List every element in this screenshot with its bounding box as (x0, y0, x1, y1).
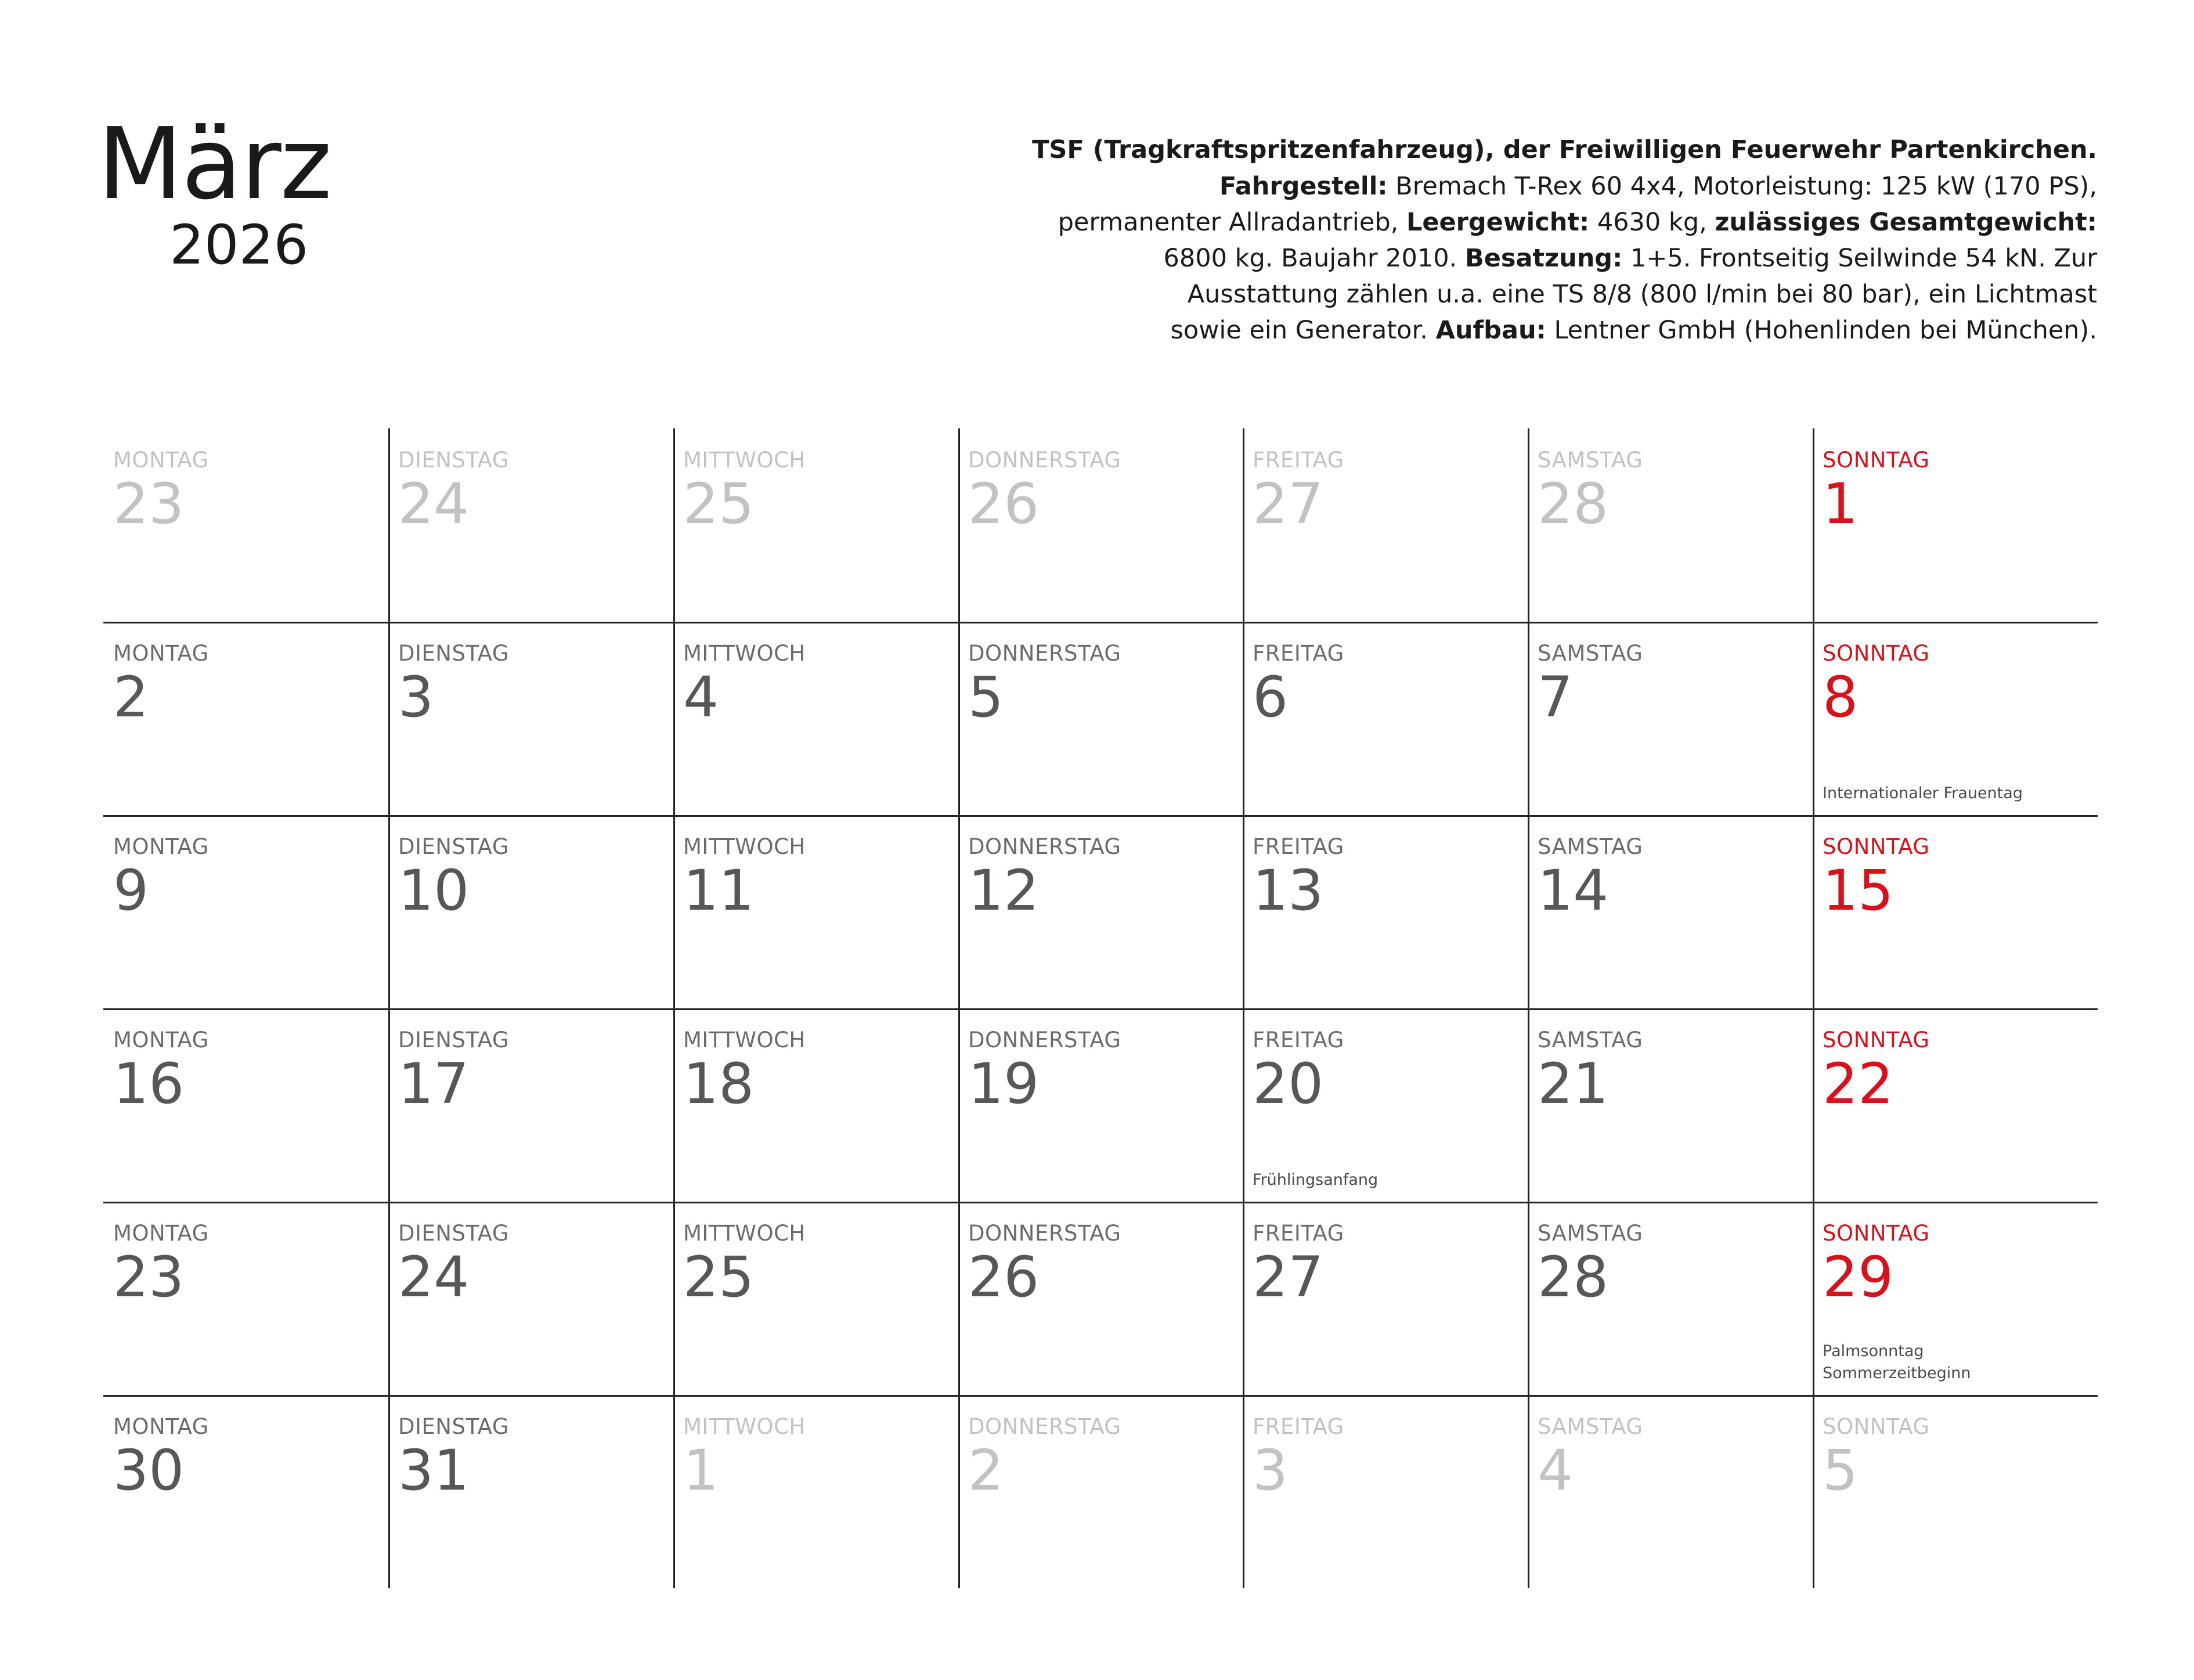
weekday-label: MITTWOCH (683, 1414, 806, 1439)
weekday-label: MONTAG (113, 448, 209, 473)
weekday-label: SAMSTAG (1538, 1414, 1643, 1439)
day-cell[interactable] (958, 1008, 1243, 1202)
day-cell[interactable] (1813, 1202, 2097, 1395)
day-number: 3 (1253, 1438, 1289, 1503)
weekday-label: DIENSTAG (398, 641, 510, 666)
day-number: 4 (1538, 1438, 1574, 1503)
weekday-label: FREITAG (1253, 1028, 1344, 1052)
day-number: 21 (1538, 1051, 1609, 1116)
day-cell[interactable] (388, 1202, 673, 1395)
day-cell[interactable] (1528, 1395, 1812, 1588)
day-cell[interactable] (103, 1008, 388, 1202)
weekday-label: DONNERSTAG (968, 1221, 1121, 1246)
holiday-note-line: Internationaler Frauentag (1823, 784, 2023, 802)
day-number: 10 (398, 858, 470, 923)
day-cell[interactable] (1813, 1008, 2097, 1202)
weekday-label: MITTWOCH (683, 834, 806, 859)
weekday-label: MONTAG (113, 1028, 209, 1052)
day-number: 14 (1538, 858, 1609, 923)
weekday-label: DONNERSTAG (968, 1028, 1121, 1052)
caption-text: Lentner GmbH (Hohenlinden bei München). (1546, 316, 2097, 345)
weekday-label: MITTWOCH (683, 1221, 806, 1246)
caption-label: Fahrgestell: (1219, 172, 1388, 201)
day-number: 3 (398, 665, 434, 730)
day-cell[interactable] (1528, 428, 1812, 622)
day-cell[interactable] (388, 815, 673, 1008)
weekday-label: MONTAG (113, 1221, 209, 1246)
caption-line (994, 204, 2097, 240)
day-number: 28 (1538, 471, 1609, 536)
weekday-label: DONNERSTAG (968, 641, 1121, 666)
weekday-label: SONNTAG (1823, 448, 1930, 473)
weekday-label: SAMSTAG (1538, 834, 1643, 859)
weekday-label: MITTWOCH (683, 641, 806, 666)
day-cell[interactable] (103, 1395, 388, 1588)
day-cell[interactable] (1528, 622, 1812, 815)
year-title: 2026 (169, 214, 309, 277)
day-number: 30 (113, 1438, 185, 1503)
day-cell[interactable] (103, 1202, 388, 1395)
weekday-label: DONNERSTAG (968, 1414, 1121, 1439)
weekday-label: FREITAG (1253, 641, 1344, 666)
weekday-label: DONNERSTAG (968, 834, 1121, 859)
weekday-label: SONNTAG (1823, 1221, 1930, 1246)
weekday-label: MITTWOCH (683, 448, 806, 473)
holiday-note-line: Sommerzeitbeginn (1823, 1364, 1971, 1382)
caption-text: Ausstattung zählen u.a. eine TS 8/8 (800 l/min bei 80 bar), ein Lichtmast (1187, 280, 2097, 309)
weekday-label: SAMSTAG (1538, 448, 1643, 473)
weekday-label: SAMSTAG (1538, 1028, 1643, 1052)
weekday-label: FREITAG (1253, 1221, 1344, 1246)
day-number: 29 (1823, 1245, 1894, 1310)
day-number: 11 (683, 858, 755, 923)
day-cell[interactable] (673, 1008, 958, 1202)
day-number: 18 (683, 1051, 755, 1116)
day-number: 12 (968, 858, 1040, 923)
day-cell[interactable] (1813, 815, 2097, 1008)
weekday-label: SONNTAG (1823, 834, 1930, 859)
day-cell[interactable] (388, 622, 673, 815)
day-number: 24 (398, 471, 470, 536)
caption-title: TSF (Tragkraftspritzenfahrzeug), der Freiwilligen Feuerwehr Partenkirchen. (1032, 135, 2097, 164)
month-title: März (98, 107, 331, 222)
day-number: 1 (683, 1438, 719, 1503)
day-cell[interactable] (1243, 1395, 1527, 1588)
caption-label: Leergewicht: (1406, 208, 1590, 237)
weekday-label: DIENSTAG (398, 834, 510, 859)
day-cell[interactable] (1813, 622, 2097, 815)
caption-line (994, 312, 2097, 348)
day-cell[interactable] (1528, 1008, 1812, 1202)
caption-text: permanenter Allradantrieb, (1058, 208, 1406, 237)
weekday-label: DIENSTAG (398, 1414, 510, 1439)
caption-text: Bremach T-Rex 60 4x4, Motorleistung: 125 kW (170 PS), (1387, 172, 2097, 201)
day-number: 31 (398, 1438, 470, 1503)
day-cell[interactable] (958, 622, 1243, 815)
caption-line (994, 168, 2097, 204)
caption-label: Besatzung: (1464, 244, 1623, 273)
day-number: 27 (1253, 471, 1324, 536)
weekday-label: SONNTAG (1823, 641, 1930, 666)
day-number: 16 (113, 1051, 185, 1116)
day-number: 20 (1253, 1051, 1324, 1116)
weekday-label: DONNERSTAG (968, 448, 1121, 473)
day-number: 28 (1538, 1245, 1609, 1310)
day-cell[interactable] (388, 428, 673, 622)
day-cell[interactable] (1243, 1202, 1527, 1395)
caption-line (994, 240, 2097, 276)
day-cell[interactable] (1813, 428, 2097, 622)
day-number: 24 (398, 1245, 470, 1310)
holiday-note (1253, 1169, 1378, 1191)
day-cell[interactable] (958, 1395, 1243, 1588)
day-number: 2 (968, 1438, 1004, 1503)
day-number: 22 (1823, 1051, 1894, 1116)
weekday-label: DIENSTAG (398, 1221, 510, 1246)
caption-body (994, 168, 2097, 348)
day-number: 23 (113, 471, 185, 536)
day-cell[interactable] (1243, 1008, 1527, 1202)
day-number: 9 (113, 858, 149, 923)
day-cell[interactable] (103, 428, 388, 622)
weekday-label: FREITAG (1253, 1414, 1344, 1439)
weekday-label: SAMSTAG (1538, 1221, 1643, 1246)
day-number: 4 (683, 665, 719, 730)
day-number: 19 (968, 1051, 1040, 1116)
caption-text: 4630 kg, (1589, 208, 1715, 237)
weekday-label: SONNTAG (1823, 1414, 1930, 1439)
weekday-label: FREITAG (1253, 834, 1344, 859)
day-cell[interactable] (673, 815, 958, 1008)
caption-text: 6800 kg. Baujahr 2010. (1163, 244, 1465, 273)
day-number: 6 (1253, 665, 1289, 730)
weekday-label: DIENSTAG (398, 1028, 510, 1052)
weekday-label: FREITAG (1253, 448, 1344, 473)
holiday-note-line: Palmsonntag (1823, 1342, 1924, 1360)
day-number: 25 (683, 1245, 755, 1310)
weekday-label: SONNTAG (1823, 1028, 1930, 1052)
day-number: 17 (398, 1051, 470, 1116)
day-number: 26 (968, 471, 1040, 536)
holiday-note (1823, 1340, 1971, 1385)
holiday-note (1823, 783, 2023, 805)
day-cell[interactable] (958, 815, 1243, 1008)
caption-label: zulässiges Gesamtgewicht: (1715, 208, 2097, 237)
caption-text: sowie ein Generator. (1170, 316, 1436, 345)
day-number: 27 (1253, 1245, 1324, 1310)
day-number: 26 (968, 1245, 1040, 1310)
holiday-note-line: Frühlingsanfang (1253, 1171, 1379, 1189)
day-cell[interactable] (958, 1202, 1243, 1395)
day-number: 1 (1823, 471, 1859, 536)
caption-label: Aufbau: (1435, 316, 1546, 345)
day-number: 8 (1823, 665, 1859, 730)
day-cell[interactable] (103, 622, 388, 815)
day-number: 5 (1823, 1438, 1859, 1503)
weekday-label: MONTAG (113, 1414, 209, 1439)
day-cell[interactable] (388, 1395, 673, 1588)
day-cell[interactable] (673, 428, 958, 622)
day-number: 2 (113, 665, 149, 730)
calendar-grid (103, 428, 2098, 1588)
day-cell[interactable] (388, 1008, 673, 1202)
weekday-label: MONTAG (113, 834, 209, 859)
day-number: 23 (113, 1245, 185, 1310)
day-cell[interactable] (1528, 815, 1812, 1008)
day-cell[interactable] (673, 1202, 958, 1395)
day-number: 13 (1253, 858, 1324, 923)
day-cell[interactable] (958, 428, 1243, 622)
vehicle-caption (994, 132, 2097, 348)
weekday-label: MITTWOCH (683, 1028, 806, 1052)
day-cell[interactable] (1528, 1202, 1812, 1395)
weekday-label: MONTAG (113, 641, 209, 666)
day-cell[interactable] (1813, 1395, 2097, 1588)
weekday-label: SAMSTAG (1538, 641, 1643, 666)
weekday-label: DIENSTAG (398, 448, 510, 473)
day-cell[interactable] (673, 1395, 958, 1588)
day-number: 25 (683, 471, 755, 536)
day-cell[interactable] (1243, 428, 1527, 622)
caption-line (994, 276, 2097, 312)
caption-text: 1+5. Frontseitig Seilwinde 54 kN. Zur (1622, 244, 2097, 273)
day-cell[interactable] (673, 622, 958, 815)
day-number: 7 (1538, 665, 1574, 730)
day-number: 15 (1823, 858, 1894, 923)
day-cell[interactable] (103, 815, 388, 1008)
day-number: 5 (968, 665, 1004, 730)
day-cell[interactable] (1243, 622, 1527, 815)
day-cell[interactable] (1243, 815, 1527, 1008)
